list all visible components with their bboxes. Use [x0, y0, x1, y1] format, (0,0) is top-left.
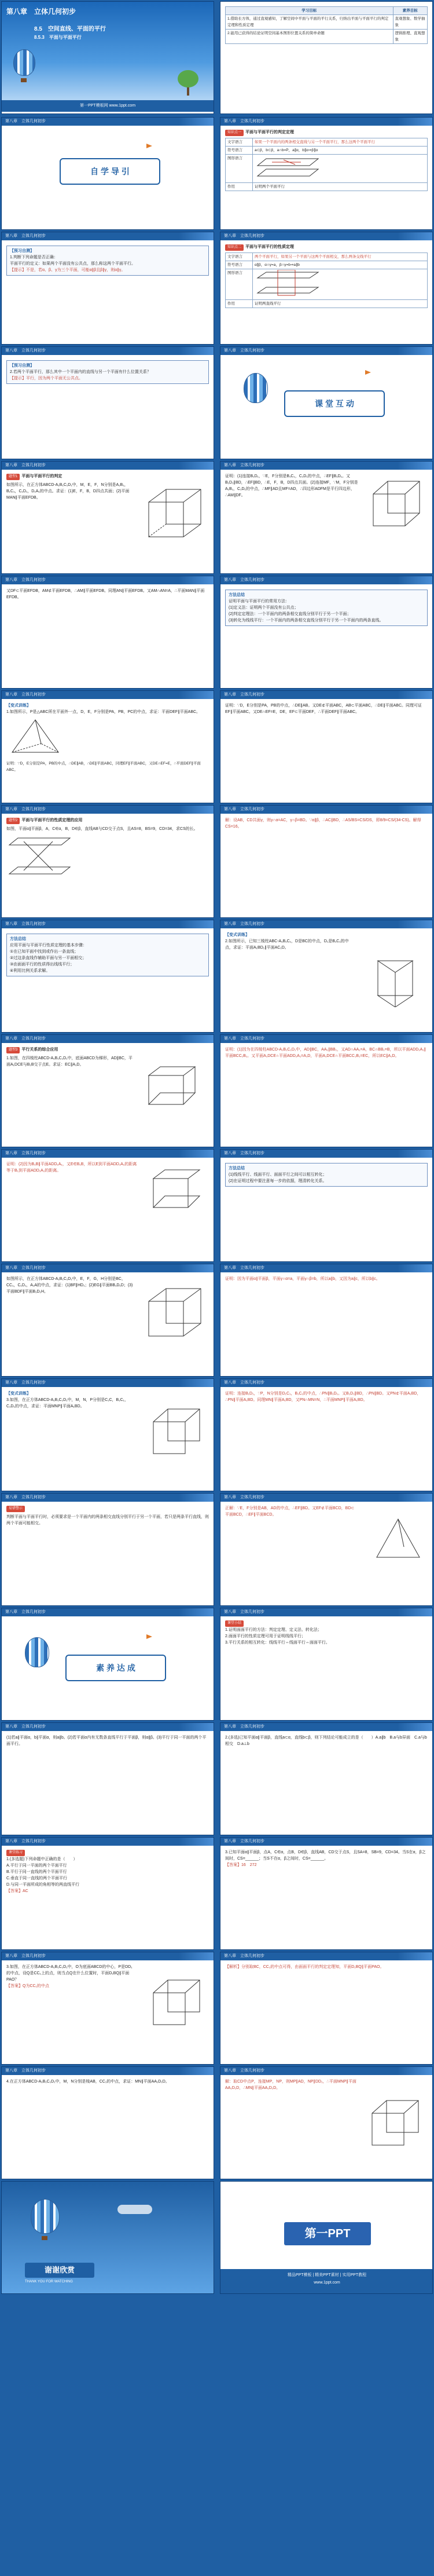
problem-text: 如图所示，在正方体ABCD-A₁B₁C₁D₁中，M，E，F，N分别是A₁B₁，B₁C₁，C₁D₁，D₁A₁的中点。求证：(1)E，F，B，D四点共面；(2)平面MAN∥平面EFDB。	[6, 483, 130, 500]
row-label: 作用	[226, 183, 253, 191]
slide-proof-7	[220, 1378, 433, 1491]
slide-theorem-2	[220, 232, 433, 345]
balloon-icon	[13, 49, 35, 76]
paper-plane-icon	[146, 144, 152, 148]
row-value: a⊂β，b⊂β，a∩b=P，a∥α，b∥α⇒β∥α	[253, 147, 428, 155]
parallel-planes-diagram	[255, 155, 324, 180]
practice-option: C.垂直于同一直线的两个平面平行	[6, 1876, 67, 1880]
slide-footer-logo	[220, 2181, 433, 2294]
subsection-title: 8.5.3 平面与平面平行	[34, 35, 82, 40]
header-bar: 第八章 立体几何初步	[220, 347, 432, 355]
preview-box	[6, 246, 209, 276]
row-label: 符号语言	[226, 147, 253, 155]
slide-judge	[1, 1722, 214, 1835]
row-label: 符号语言	[226, 261, 253, 269]
slide-variant-2	[220, 920, 433, 1033]
row-value: 证明两直线平行	[253, 300, 428, 308]
thanks-title: 谢谢欣赏	[25, 2263, 94, 2278]
practice-tag: 课堂练习	[6, 1850, 25, 1856]
header-bar: 第八章 立体几何初步	[2, 1150, 214, 1158]
slide-proof-2	[1, 576, 214, 689]
header-bar: 第八章 立体几何初步	[220, 1035, 432, 1043]
method-box	[6, 934, 209, 976]
slide-problem-cube	[1, 1264, 214, 1377]
variant-text: 3.如图，在正方体ABCD-A₁B₁C₁D₁中，M，N，P分别是C₁C，B₁C₁，C₁D₁的中点，求证：平面MNP∥平面A₁BD。	[6, 1398, 128, 1408]
paper-plane-icon	[146, 1634, 152, 1639]
summary-line: 1.证明面面平行的方法：判定定理、定义法、转化法；	[225, 1628, 322, 1632]
prism-diagram	[143, 1064, 207, 1116]
header-bar: 第八章 立体几何初步	[220, 1608, 432, 1616]
slide-proof-1	[220, 461, 433, 574]
header-bar: 第八章 立体几何初步	[2, 1952, 214, 1960]
method-head: 方法总结	[229, 1166, 245, 1170]
slide-solution-mn	[220, 2066, 433, 2179]
header-bar: 第八章 立体几何初步	[2, 1379, 214, 1387]
problem-text: 1.如图，在四棱柱ABCD-A₁B₁C₁D₁中，底面ABCD为梯形，AD∥BC，平面A₁DCE与B₁B交于点E。求证：EC∥A₁D。	[6, 1056, 133, 1067]
header-bar: 第八章 立体几何初步	[220, 1723, 432, 1731]
type-tag: 题型2	[6, 818, 20, 824]
cube-diagram	[148, 1975, 205, 2028]
slide-warning	[1, 1493, 214, 1606]
solution-text: 解：设AB，CD共面γ，则γ∩α=AC，γ∩β=BD。∵α∥β，∴AC∥BD，∴AS/BS=CS/DS，即8/9=CS/(34-CS)。解得CS=16。	[225, 818, 421, 829]
row-value: 两个平面平行，如果另一个平面与这两个平面相交，那么两条交线平行	[253, 253, 428, 261]
row-label: 图形语言	[226, 155, 253, 183]
slide-solution-1	[220, 805, 433, 918]
header-bar: 第八章 立体几何初步	[220, 1838, 432, 1846]
header-bar: 第八章 立体几何初步	[220, 462, 432, 470]
proof-text: 证明：(1)因为在四棱柱ABCD-A₁B₁C₁D₁中，AD∥BC，AA₁∥BB₁，又AD∩AA₁=A，BC∩BB₁=B，所以平面ADD₁A₁∥平面BCC₁B₁。又平面A₁DCE∩平面ADD₁A₁=A₁D，平面A₁DCE∩平面BCC₁B₁=EC，所以EC∥A₁D。	[225, 1048, 426, 1058]
preview-head: 【预习自测】	[10, 249, 34, 253]
header-bar: 第八章 立体几何初步	[220, 232, 432, 240]
method-box	[225, 1163, 428, 1187]
header-bar: 第八章 立体几何初步	[2, 118, 214, 126]
section-planes-diagram	[255, 270, 324, 297]
analysis-text: 【解析】分别取BC，CC₁的中点可得，由面面平行的判定定理知，平面D₁BQ∥平面PAO。	[225, 1965, 384, 1969]
banner-classroom: 课 堂 互 动	[284, 390, 385, 417]
slide-banner-self	[1, 117, 214, 230]
method-line: 应用平面与平面平行性质定理的基本步骤：	[10, 943, 87, 947]
method-head: 方法总结	[229, 593, 245, 597]
slide-proof-3	[220, 690, 433, 803]
method-line: ②过这条直线作辅助平面与另一平面相交；	[10, 956, 87, 960]
header-bar: 第八章 立体几何初步	[2, 232, 214, 240]
preview-text: 平面平行的定义：如果两个平面没有公共点，那么称这两个平面平行。	[10, 262, 135, 266]
thanks-bg	[2, 2182, 214, 2294]
practice-answer: 【答案】AC	[6, 1889, 28, 1893]
proof-text: 又DF⊂平面EFDB，AM⊄平面EFDB，∴AM∥平面EFDB。同理AN∥平面EFDB。又AM∩AN=A，∴平面MAN∥平面EFDB。	[6, 589, 205, 599]
header-bar: 第八章 立体几何初步	[220, 1494, 432, 1502]
col-goal: 学习目标	[226, 7, 393, 15]
header-bar: 第八章 立体几何初步	[220, 118, 432, 126]
choice-text: 2.(多选)已知平面α∥平面β，直线a⊂α，直线b⊂β，则下列结论可能成立的是（ ）A.a∥b B.a与b异面 C.a与b相交 D.a⊥b	[225, 1736, 427, 1746]
skill-1: 直观想象、数学抽象	[393, 15, 427, 30]
header-bar: 第八章 立体几何初步	[2, 2067, 214, 2075]
cube-diagram	[143, 1284, 207, 1342]
header-bar: 第八章 立体几何初步	[220, 2067, 432, 2075]
balloon-icon	[244, 373, 268, 403]
proof-text: 证明：∵D，E分别是PA，PB的中点，∴DE∥AB。又DE⊄平面ABC，AB⊂平面ABC，∴DE∥平面ABC。同理可证EF∥平面ABC。又DE∩EF=E，DE，EF⊂平面DEF，∴平面DEF∥平面ABC。	[225, 704, 422, 714]
slide-problem-mn	[1, 2066, 214, 2179]
practice-question: 1.(多选题)下列命题中正确的是（ ）	[6, 1857, 78, 1861]
method-line: (2)在证明过程中要注意每一步的依据，理清转化关系。	[229, 1179, 327, 1183]
slide-objectives	[220, 1, 433, 114]
slide-summary	[220, 1608, 433, 1721]
banner-achieve: 素 养 达 成	[65, 1655, 166, 1681]
practice-option: A.平行于同一平面的两个平面平行	[6, 1864, 67, 1868]
slide-type-2	[1, 805, 214, 918]
type-title: 平行关系的综合应用	[21, 1048, 58, 1052]
variant-text: 1.如图所示，P是△ABC所在平面外一点，D，E，F分别是PA，PB，PC的中点，求证：平面DEF∥平面ABC。	[6, 710, 201, 714]
thanks-sub: THANK YOU FOR WATCHING	[25, 2280, 73, 2284]
method-line: 证明平面与平面平行的常用方法：	[229, 599, 289, 603]
balloon-icon	[31, 2199, 60, 2234]
preview-box	[6, 360, 209, 384]
skill-2: 逻辑推理、直观想象	[393, 30, 427, 44]
warning-text: 判断平面与平面平行时，必须要求是一个平面内的两条相交直线分别平行于另一个平面，若只是两条平行直线，则两个平面可能相交。	[6, 1515, 209, 1525]
goal-1: 1.借助长方体，通过直观感知，了解空间中平面与平面的平行关系，归纳出平面与平面平行的判定定理和性质定理	[226, 15, 393, 30]
header-bar: 第八章 立体几何初步	[2, 347, 214, 355]
proof-text: 证明：因为平面α∥平面β，平面γ∩α=a，平面γ∩β=b，所以a∥b，又因为a∥c，所以b∥c。	[225, 1277, 380, 1281]
type-tag: 题型3	[6, 1047, 20, 1053]
site-strip: 第一PPT模板网 www.1ppt.com	[2, 100, 214, 112]
plane-section-diagram	[6, 835, 76, 881]
practice-option: D.与同一平面所成的角相等的两直线平行	[6, 1883, 79, 1887]
footer-strip	[220, 2269, 433, 2294]
header-bar: 第八章 立体几何初步	[2, 462, 214, 470]
slide-variant-3	[1, 1378, 214, 1491]
method-line: (1)定义法：证明两个平面没有公共点；	[229, 606, 299, 610]
slide-type-1	[1, 461, 214, 574]
header-bar: 第八章 立体几何初步	[2, 1035, 214, 1043]
knowledge-tag: 知识点一	[225, 130, 244, 136]
balloon-icon	[25, 1637, 49, 1667]
slide-proof-6	[220, 1264, 433, 1377]
footer-logo-bg	[220, 2182, 433, 2294]
method-line: ③由面面平行的性质得出线线平行；	[10, 963, 75, 967]
row-value: 如果一个平面内的两条相交直线与另一个平面平行，那么这两个平面平行	[253, 138, 428, 147]
correction-text: 正解：∵E，F分别是AB，AD的中点，∴EF∥BD。又EF⊄平面BCD，BD⊂平面BCD，∴EF∥平面BCD。	[225, 1506, 355, 1517]
header-bar: 第八章 立体几何初步	[2, 1608, 214, 1616]
goal-2: 2.能用已获得的结论证明空间基本图形位置关系的简单命题	[226, 30, 393, 44]
plane-figure	[253, 155, 428, 183]
header-bar: 第八章 立体几何初步	[220, 1952, 432, 1960]
paper-plane-icon	[365, 370, 371, 375]
header-bar: 第八章 立体几何初步	[220, 576, 432, 584]
preview-hint: 【提示】不是，若α、β、γ为三个平面，可能α∥β且β∥γ，则α∥γ。	[10, 268, 126, 272]
prism-diagram	[366, 949, 424, 1007]
slide-preview-2	[1, 346, 214, 459]
fill-answer: 【答案】16 272	[225, 1863, 257, 1867]
cube-diagram	[143, 485, 207, 543]
header-bar: 第八章 立体几何初步	[220, 806, 432, 814]
cube-diagram	[366, 2096, 424, 2148]
footer-line2: www.1ppt.com	[314, 2281, 340, 2285]
row-label: 文字语言	[226, 253, 253, 261]
slide-correction	[220, 1493, 433, 1606]
problem-text: 4.在正方体ABCD-A₁B₁C₁D₁中，M，N分别是棱AB，CC₁的中点，求证：MN∥平面AA₁D₁D。	[6, 2080, 170, 2084]
theorem-title: 平面与平面平行的性质定理	[245, 245, 295, 249]
variant-text: 2.如图所示，已知三棱柱ABC-A₁B₁C₁，D是BC的中点，D₁是B₁C₁的中点，求证：平面A₁BD₁∥平面AC₁D。	[225, 939, 349, 950]
slide-multi-choice	[220, 1722, 433, 1835]
slide-thanks	[1, 2181, 214, 2294]
row-label: 作用	[226, 300, 253, 308]
cover-sky	[2, 2, 214, 112]
theorem-title: 平面与平面平行的判定定理	[245, 130, 295, 134]
header-bar: 第八章 立体几何初步	[2, 1264, 214, 1272]
problem-text: 如图，平面α∥平面β，A，C∈α，B，D∈β，直线AB与CD交于点S，且AS=8，BS=9，CD=34，求CS的长。	[6, 827, 198, 831]
slide-banner-achieve	[1, 1608, 214, 1721]
slide-method-1	[220, 576, 433, 689]
slide-theorem-1	[220, 117, 433, 230]
slide-position-q	[1, 1952, 214, 2065]
preview-question: 2.若两个平面平行，那么其中一个平面内的直线与另一个平面有什么位置关系？	[10, 370, 151, 374]
proof-text: 证明：连接B₁D₁，∵P，N分别是D₁C₁，B₁C₁的中点，∴PN∥B₁D₁。又B₁D₁∥BD，∴PN∥BD。又PN⊄平面A₁BD，∴PN∥平面A₁BD。同理MN∥平面A₁BD，又PN∩MN=N，∴平面MNP∥平面A₁BD。	[225, 1392, 421, 1402]
slide-method-2	[1, 920, 214, 1033]
practice-option: B.平行于同一直线的两个平面平行	[6, 1870, 67, 1874]
header-bar: 第八章 立体几何初步	[220, 1264, 432, 1272]
summary-line: 3.平行关系的相互转化：线线平行⇔线面平行⇔面面平行。	[225, 1641, 330, 1645]
section-title: 8.5 空间直线、平面的平行	[34, 26, 106, 32]
position-answer: 【答案】Q为CC₁的中点	[6, 1984, 49, 1988]
cube-diagram	[367, 478, 425, 530]
variant-proof: 证明：∵D，E分别是PA，PB的中点，∴DE∥AB，∴DE∥平面ABC，同理EF∥平面ABC，又DE∩EF=E，∴平面DEF∥平面ABC。	[6, 762, 201, 772]
solution-text: 解：取CD中点P，连接MP，NP，则MP∥AD，NP∥DD₁，∴平面MNP∥平面AA₁D₁D，∴MN∥平面AA₁D₁D。	[225, 2080, 356, 2090]
ppt-logo: 第一PPT	[284, 2222, 371, 2245]
tetra-diagram	[372, 1517, 424, 1563]
variant-head: 【变式训练】	[6, 704, 31, 708]
summary-line: 2.面面平行的性质定理可用于证明线线平行；	[225, 1634, 306, 1638]
slide-proof-5	[1, 1149, 214, 1262]
header-bar: 第八章 立体几何初步	[2, 806, 214, 814]
slide-method-3	[220, 1149, 433, 1262]
plane-figure	[253, 269, 428, 300]
slide-analysis	[220, 1952, 433, 2065]
header-bar: 第八章 立体几何初步	[2, 1838, 214, 1846]
header-bar: 第八章 立体几何初步	[2, 1494, 214, 1502]
tree-icon	[178, 70, 198, 87]
judge-text: (1)若a∥平面α，b∥平面α，则a∥b。(2)若平面α内有无数条直线平行于平面β，则α∥β。(3)平行于同一平面的两个平面平行。	[6, 1736, 207, 1746]
slide-variant-1	[1, 690, 214, 803]
type-tag: 题型1	[6, 474, 20, 480]
chapter-title: 第八章 立体几何初步	[6, 8, 76, 16]
preview-question: 1.判断下列命题是否正确：	[10, 255, 58, 259]
theorem-table	[225, 138, 428, 191]
slide-banner-class	[220, 346, 433, 459]
method-line: ④利用比例关系求解。	[10, 969, 50, 973]
cube-diagram	[148, 1404, 205, 1462]
basket-icon	[21, 78, 27, 82]
method-head: 方法总结	[10, 937, 26, 941]
header-bar: 第八章 立体几何初步	[220, 1150, 432, 1158]
header-bar: 第八章 立体几何初步	[2, 691, 214, 699]
row-value: 证明两个平面平行	[253, 183, 428, 191]
preview-head: 【预习自测】	[10, 364, 34, 368]
knowledge-tag: 知识点二	[225, 244, 244, 251]
type-title: 平面与平面平行的性质定理的应用	[21, 818, 83, 822]
basket-icon	[42, 2236, 47, 2240]
slide-proof-4	[220, 1034, 433, 1147]
row-label: 图形语言	[226, 269, 253, 300]
warning-tag: 易错警示	[6, 1506, 25, 1512]
row-label: 文字语言	[226, 138, 253, 147]
fill-text: 3.已知平面α∥平面β，点A，C∈α，点B，D∈β，直线AB，CD交于点S，且SA=8，SB=9，CD=34。当S在α，β之间时，CS=______；当S不在α，β之间时，CS=______。	[225, 1850, 426, 1861]
problem-text: 如图所示，在正方体ABCD-A₁B₁C₁D₁中，E，F，G，H分别是BC，CC₁，C₁D₁，A₁A的中点，求证：(1)BF∥HD₁；(2)EG∥平面BB₁D₁D；(3)平面BDF∥平面B₁D₁H。	[6, 1277, 133, 1294]
proof-text: 证明：(2)因为B₁B∥平面ADD₁A₁，又E∈B₁B，所以E到平面ADD₁A₁的距离等于B₁到平面ADD₁A₁的距离。	[6, 1162, 137, 1173]
slide-fill-blank	[220, 1837, 433, 1950]
position-text: 3.如图，在正方体ABCD-A₁B₁C₁D₁中，O为底面ABCD的中心，P是DD₁的中点，设Q是CC₁上的点，则当点Q在什么位置时，平面D₁BQ∥平面PAO？	[6, 1965, 133, 1982]
theorem-table	[225, 253, 428, 308]
header-bar: 第八章 立体几何初步	[2, 1723, 214, 1731]
slide-type-3	[1, 1034, 214, 1147]
header-bar: 第八章 立体几何初步	[220, 691, 432, 699]
pyramid-diagram	[6, 718, 64, 758]
header-bar: 第八章 立体几何初步	[220, 1379, 432, 1387]
prism-diagram	[148, 1167, 205, 1219]
preview-hint: 【提示】平行，因为两个平面无公共点。	[10, 376, 83, 380]
row-value: α∥β，α∩γ=a，β∩γ=b⇒a∥b	[253, 261, 428, 269]
slide-practice	[1, 1837, 214, 1950]
header-bar: 第八章 立体几何初步	[2, 576, 214, 584]
banner-self-study: 自 学 导 引	[60, 158, 160, 185]
variant-head: 【变式训练】	[6, 1392, 31, 1396]
method-line: (2)判定定理法：一个平面内的两条相交直线分别平行于另一个平面；	[229, 612, 351, 616]
footer-line1: 精品PPT模板 | 精美PPT素材 | 实用PPT教程	[287, 2273, 367, 2277]
method-line: (3)转化为线线平行：一个平面内的两条相交直线分别平行于另一个平面内的两条直线。	[229, 619, 384, 623]
method-box	[225, 590, 428, 626]
method-line: ①在已知平面中找到或作出一条直线；	[10, 950, 79, 954]
type-title: 平面与平面平行的判定	[21, 474, 62, 478]
slide-cover	[1, 1, 214, 114]
variant-head: 【变式训练】	[225, 933, 249, 937]
proof-text: 证明：(1)连接B₁D₁，∵E，F分别是B₁C₁，C₁D₁的中点，∴EF∥B₁D₁。又B₁D₁∥BD，∴EF∥BD，∴E，F，B，D四点共面。(2)连接MF，∵M，F分别是A₁B₁，C₁D₁的中点，∴MF∥AD且MF=AD，∴四边形ADFM是平行四边形，∴AM∥DF。	[225, 474, 358, 497]
cloud-icon	[117, 2205, 152, 2214]
header-bar: 第八章 立体几何初步	[2, 920, 214, 928]
method-line: (1)线线平行、线面平行、面面平行之间可以相互转化；	[229, 1173, 327, 1177]
summary-tag: 课堂小结	[225, 1620, 244, 1627]
col-skill: 素养目标	[393, 7, 427, 15]
header-bar: 第八章 立体几何初步	[220, 920, 432, 928]
objectives-table	[225, 6, 428, 44]
slide-preview-1	[1, 232, 214, 345]
